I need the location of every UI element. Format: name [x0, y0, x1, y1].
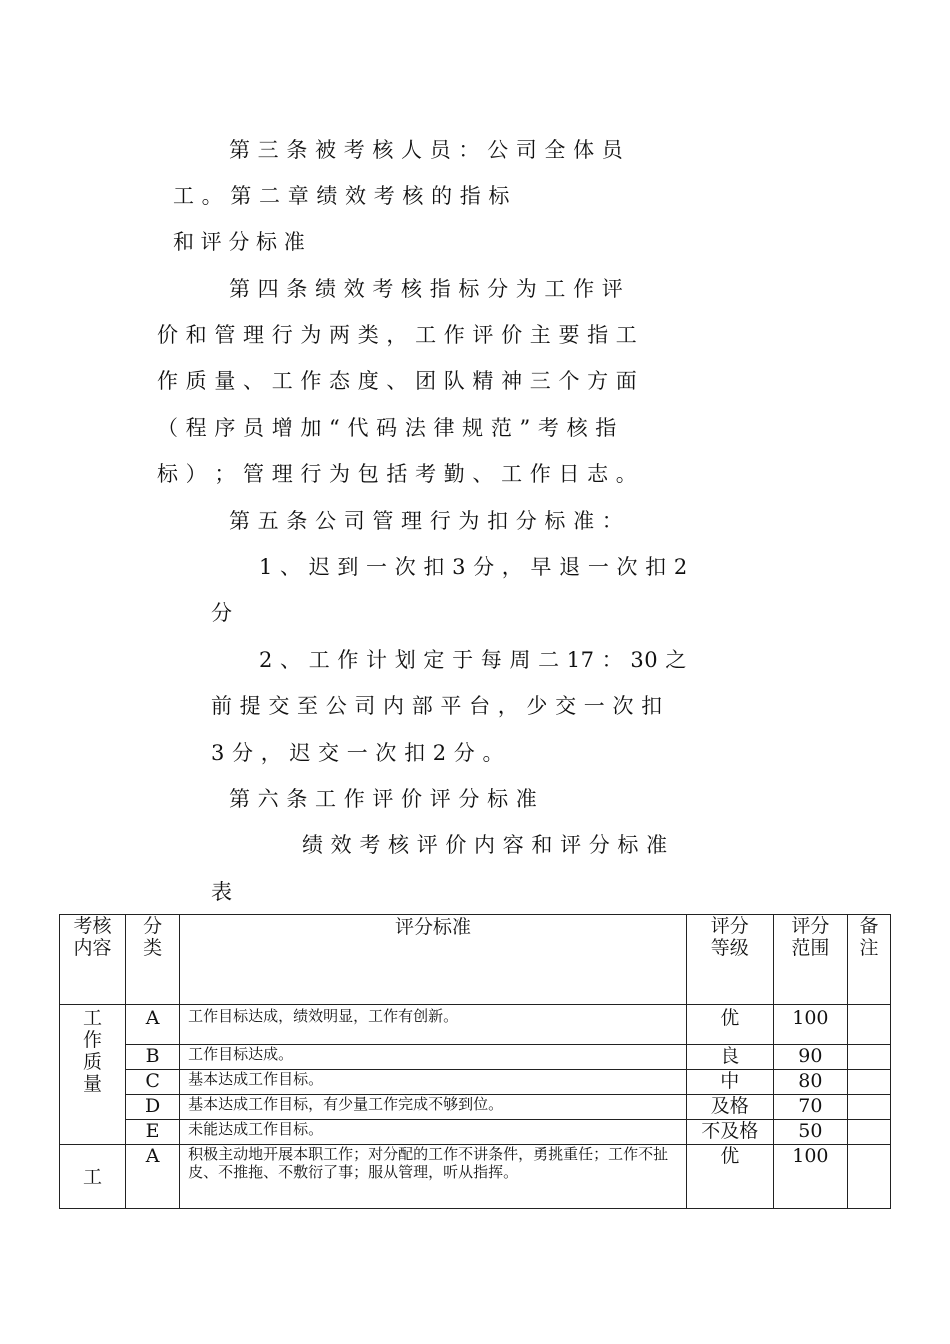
article-4-line-3: 作 质 量 、 工 作 态 度 、 团 队 精 神 三 个 方 面 — [157, 369, 638, 393]
table-row — [60, 1120, 891, 1145]
article-5-item-2: 2 、 工 作 计 划 定 于 每 周 二 17 ： 30 之 — [259, 648, 687, 672]
row-score: 100 — [773, 1145, 847, 1209]
row-category: E — [126, 1120, 180, 1145]
row-score: 100 — [773, 1005, 847, 1045]
article-3-line-2: 工 。 第 二 章 绩 效 考 核 的 指 标 — [173, 184, 510, 208]
group-label-quality: 工作质量 — [60, 1005, 126, 1145]
row-category: D — [126, 1095, 180, 1120]
table-row — [60, 1145, 891, 1209]
row-category: B — [126, 1045, 180, 1070]
row-criteria: 基本达成工作目标，有少量工作完成不够到位。 — [180, 1095, 687, 1120]
header-criteria: 评分标准 — [180, 915, 687, 1005]
row-score: 70 — [773, 1095, 847, 1120]
header-content: 考核内容 — [60, 915, 126, 1005]
row-note — [847, 1070, 890, 1095]
row-grade: 优 — [686, 1005, 773, 1045]
header-note: 备注 — [847, 915, 890, 1005]
group-label-attitude: 工 — [60, 1145, 126, 1209]
table-row — [60, 1070, 891, 1095]
row-note — [847, 1145, 890, 1209]
row-criteria: 未能达成工作目标。 — [180, 1120, 687, 1145]
article-4-line-1: 第 四 条 绩 效 考 核 指 标 分 为 工 作 评 — [229, 277, 624, 301]
row-category: C — [126, 1070, 180, 1095]
chapter-2-title-cont: 和 评 分 标 准 — [173, 230, 305, 254]
row-note — [847, 1095, 890, 1120]
row-score: 50 — [773, 1120, 847, 1145]
article-5-title: 第 五 条 公 司 管 理 行 为 扣 分 标 准 ： — [229, 509, 624, 533]
header-grade: 评分等级 — [686, 915, 773, 1005]
article-3-line-1: 第 三 条 被 考 核 人 员 ： 公 司 全 体 员 — [229, 138, 624, 162]
row-category: A — [126, 1005, 180, 1045]
row-criteria: 基本达成工作目标。 — [180, 1070, 687, 1095]
row-criteria: 工作目标达成，绩效明显，工作有创新。 — [180, 1005, 687, 1045]
article-5-item-1-cont: 分 — [211, 601, 232, 625]
row-grade: 不及格 — [686, 1120, 773, 1145]
article-6-title: 第 六 条 工 作 评 价 评 分 标 准 — [229, 787, 538, 811]
table-caption: 绩 效 考 核 评 价 内 容 和 评 分 标 准 — [302, 833, 668, 857]
row-grade: 中 — [686, 1070, 773, 1095]
row-note — [847, 1045, 890, 1070]
table-caption-cont: 表 — [211, 880, 232, 904]
scoring-table — [59, 914, 891, 1209]
article-4-line-5: 标 ） ； 管 理 行 为 包 括 考 勤 、 工 作 日 志 。 — [157, 462, 638, 486]
table-row — [60, 1095, 891, 1120]
row-criteria: 工作目标达成。 — [180, 1045, 687, 1070]
row-score: 80 — [773, 1070, 847, 1095]
header-range: 评分范围 — [773, 915, 847, 1005]
article-5-item-1: 1 、 迟 到 一 次 扣 3 分 ， 早 退 一 次 扣 2 — [259, 555, 688, 579]
row-grade: 及格 — [686, 1095, 773, 1120]
row-grade: 优 — [686, 1145, 773, 1209]
table-row — [60, 1045, 891, 1070]
article-5-item-2-cont-2: 3 分 ， 迟 交 一 次 扣 2 分 。 — [211, 741, 504, 765]
row-criteria: 积极主动地开展本职工作；对分配的工作不讲条件，勇挑重任；工作不扯皮、不推拖、不敷衍了事；服从管理，听从指挥。 — [180, 1145, 687, 1209]
row-category: A — [126, 1145, 180, 1209]
header-category: 分类 — [126, 915, 180, 1005]
row-note — [847, 1120, 890, 1145]
table-header-row — [60, 915, 891, 1005]
article-5-item-2-cont-1: 前 提 交 至 公 司 内 部 平 台 ， 少 交 一 次 扣 — [211, 694, 663, 718]
article-4-line-2: 价 和 管 理 行 为 两 类 ， 工 作 评 价 主 要 指 工 — [157, 323, 638, 347]
row-note — [847, 1005, 890, 1045]
row-grade: 良 — [686, 1045, 773, 1070]
row-score: 90 — [773, 1045, 847, 1070]
article-4-line-4: （ 程 序 员 增 加 “ 代 码 法 律 规 范 ” 考 核 指 — [157, 416, 617, 440]
table-row — [60, 1005, 891, 1045]
